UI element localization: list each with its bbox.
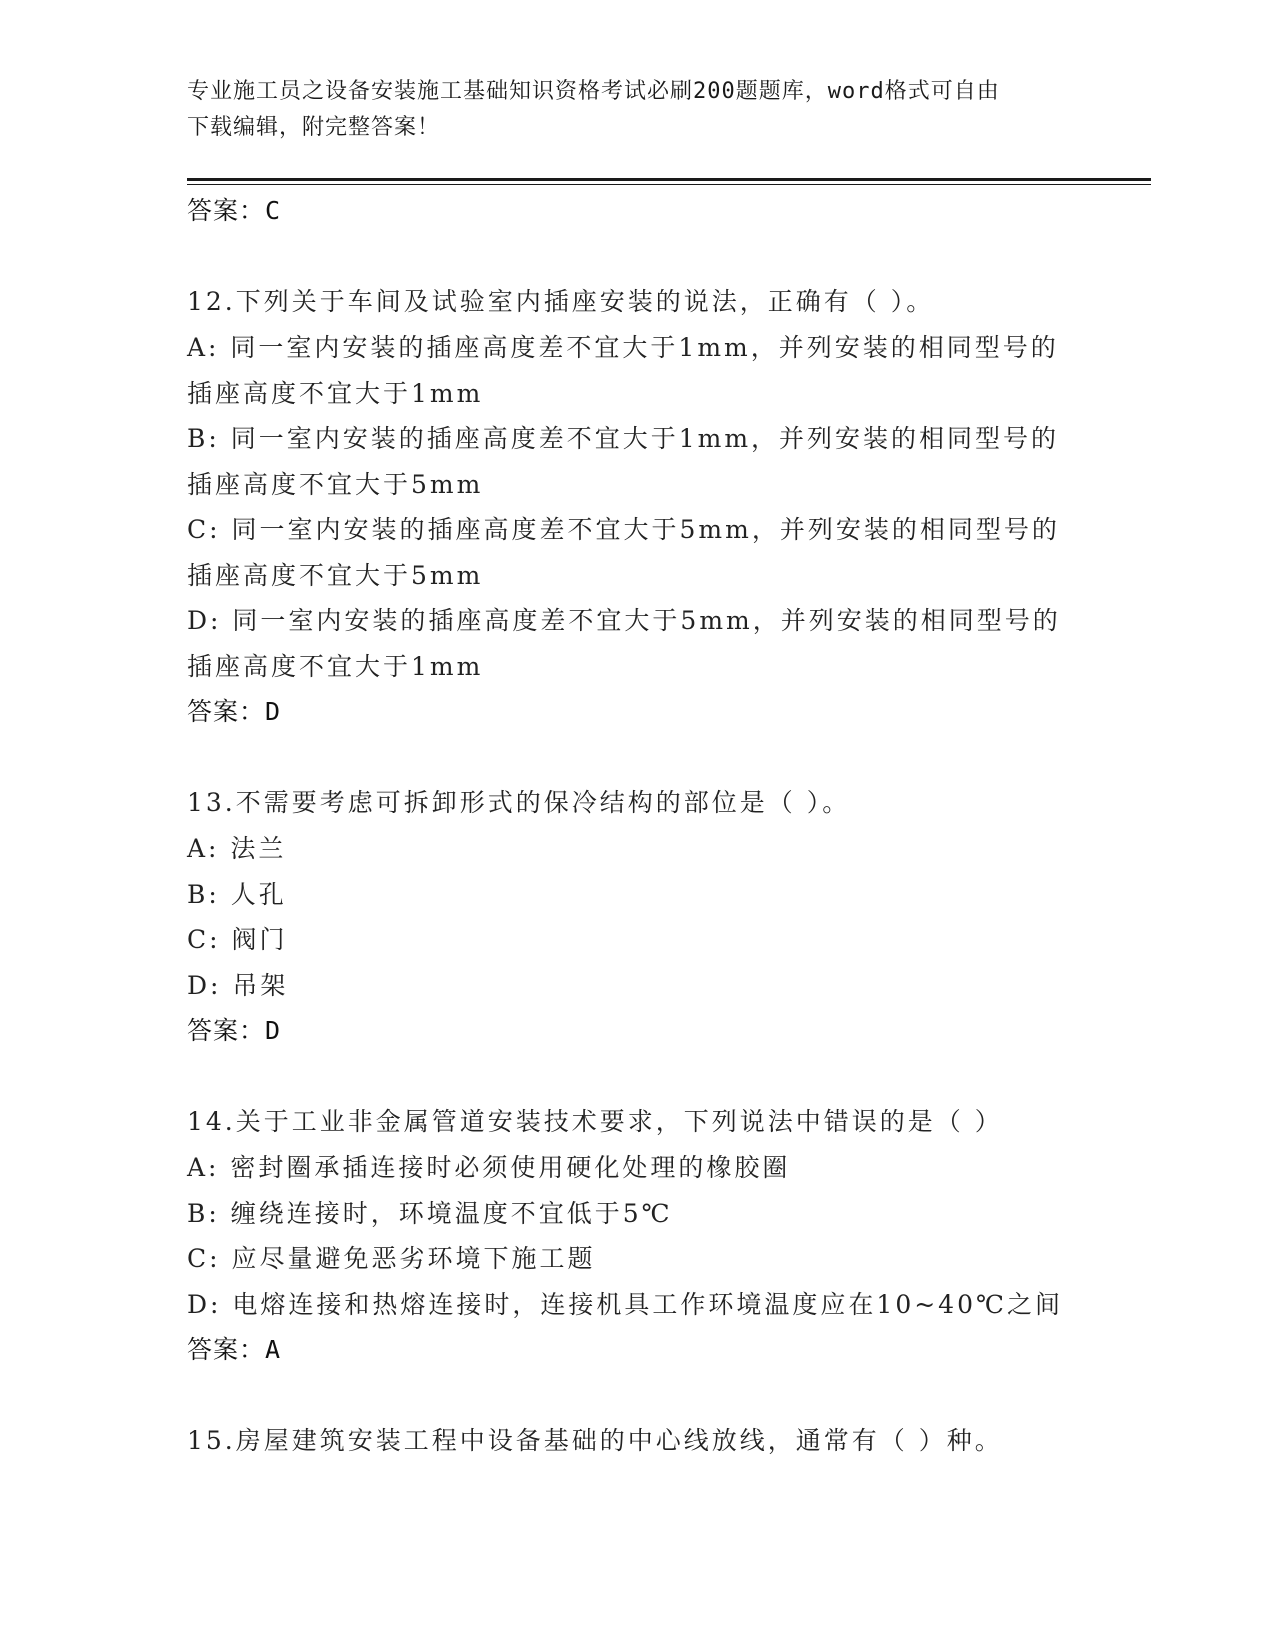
- header-divider-thin: [187, 184, 1151, 185]
- header-divider-thick: [187, 178, 1151, 181]
- option-line: A: 同一室内安装的插座高度差不宜大于1mm，并列安装的相同型号的: [187, 333, 1059, 362]
- spacer: [187, 735, 1087, 780]
- question-stem: 13.不需要考虑可拆卸形式的保冷结构的部位是（ ）。: [187, 788, 851, 817]
- option-d: D: 电熔连接和热熔连接时，连接机具工作环境温度应在10~40℃之间: [187, 1289, 1063, 1319]
- option-line: 插座高度不宜大于5mm: [187, 560, 484, 590]
- question-15: [187, 1418, 1087, 1464]
- option-a: A: 法兰: [187, 834, 287, 863]
- spacer: [187, 1054, 1087, 1099]
- question-14: [187, 1099, 1087, 1373]
- answer-q13: 答案：D: [187, 1016, 282, 1045]
- option-line: B: 同一室内安装的插座高度差不宜大于1mm，并列安装的相同型号的: [187, 424, 1060, 453]
- header-line-2: 下载编辑，附完整答案！: [187, 115, 441, 140]
- spacer: [187, 1373, 1087, 1418]
- option-c: C: 应尽量避免恶劣环境下施工题: [187, 1244, 596, 1273]
- answer-q12: 答案：D: [187, 697, 282, 726]
- header-line-1: 专业施工员之设备安装施工基础知识资格考试必刷200题题库，word格式可自由: [187, 79, 1000, 104]
- option-b: B: 人孔: [187, 879, 287, 909]
- option-line: D: 同一室内安装的插座高度差不宜大于5mm，并列安装的相同型号的: [187, 606, 1061, 635]
- question-content: [187, 188, 1087, 1464]
- question-12: [187, 279, 1087, 735]
- option-line: 插座高度不宜大于1mm: [187, 378, 484, 408]
- question-stem: 14.关于工业非金属管道安装技术要求，下列说法中错误的是（ ）: [187, 1107, 1003, 1136]
- option-b: B: 缠绕连接时，环境温度不宜低于5℃: [187, 1198, 673, 1228]
- option-d: D: 吊架: [187, 970, 289, 1000]
- answer-q14: 答案：A: [187, 1335, 282, 1364]
- option-a: A: 密封圈承插连接时必须使用硬化处理的橡胶圈: [187, 1153, 791, 1182]
- question-13: [187, 780, 1087, 1054]
- document-header: [187, 74, 1067, 146]
- spacer: [187, 234, 1087, 279]
- question-stem: 12.下列关于车间及试验室内插座安装的说法，正确有（ ）。: [187, 287, 935, 316]
- question-stem: 15.房屋建筑安装工程中设备基础的中心线放线，通常有（ ）种。: [187, 1426, 1003, 1455]
- answer-q11: 答案：C: [187, 196, 282, 225]
- option-line: 插座高度不宜大于5mm: [187, 469, 484, 499]
- option-c: C: 阀门: [187, 925, 288, 954]
- option-line: 插座高度不宜大于1mm: [187, 651, 484, 681]
- option-line: C: 同一室内安装的插座高度差不宜大于5mm，并列安装的相同型号的: [187, 515, 1060, 544]
